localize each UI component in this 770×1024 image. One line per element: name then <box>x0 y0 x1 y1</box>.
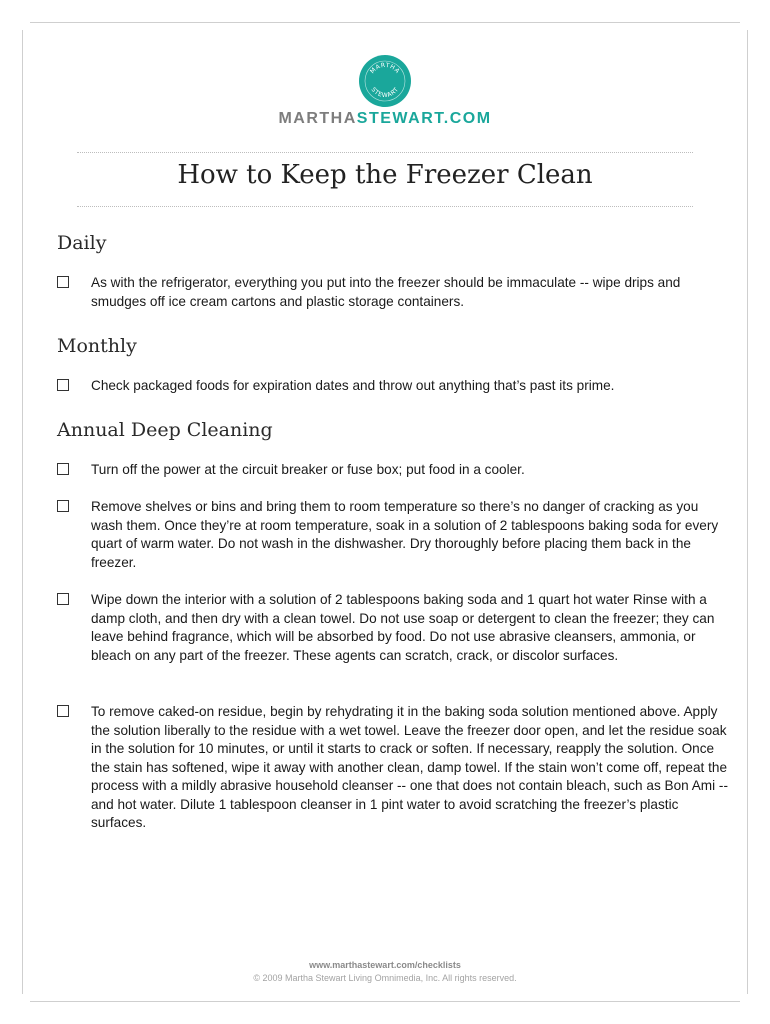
footer-copyright: © 2009 Martha Stewart Living Omnimedia, Inc. All rights reserved. <box>253 973 517 983</box>
section-heading-daily: Daily <box>57 232 107 254</box>
section-heading-annual-deep-cleaning: Annual Deep Cleaning <box>57 419 273 441</box>
brand-wordmark <box>0 110 770 128</box>
divider-top <box>77 152 693 153</box>
checkbox[interactable] <box>57 593 69 605</box>
brand-name-part1: MARTHA <box>278 110 357 127</box>
footer-url-link[interactable]: www.marthastewart.com/checklists <box>309 960 461 970</box>
border-corner <box>20 994 30 1004</box>
checkbox[interactable] <box>57 276 69 288</box>
section-heading-monthly: Monthly <box>57 335 137 357</box>
checkbox[interactable] <box>57 705 69 717</box>
border-corner <box>20 20 30 30</box>
checkbox[interactable] <box>57 500 69 512</box>
checklist-item-text: Remove shelves or bins and bring them to room temperature so there’s no danger of cracking as you wash them. Once they’re at room temperature, soak in a solution of 2 tablespoons baking soda for every quart of warm water. Do not wash in the dishwasher. Dry thoroughly before placing them back in the freezer. <box>91 499 719 570</box>
checklist-item-text: Check packaged foods for expiration dates and throw out anything that’s past its prime. <box>91 378 615 393</box>
checkbox[interactable] <box>57 463 69 475</box>
checkbox[interactable] <box>57 379 69 391</box>
border-corner <box>740 994 750 1004</box>
border-corner <box>740 20 750 30</box>
checklist-item-text: Wipe down the interior with a solution of 2 tablespoons baking soda and 1 quart hot water Rinse with a damp cloth, and then dry with a clean towel. Do not use soap or detergent to clean the freezer; they can leave behind fragrance, which will be absorbed by food. Do not use abrasive cleansers, ammonia, or bleach on any part of the freezer. These agents can scratch, crack, or discolor surfaces. <box>91 592 715 663</box>
checklist-item-text: As with the refrigerator, everything you put into the freezer should be immaculate -- wipe drips and smudges off ice cream cartons and plastic storage containers. <box>91 275 681 309</box>
checklist-item-text: To remove caked-on residue, begin by rehydrating it in the baking soda solution mentioned above. Apply the solution liberally to the residue with a wet towel. Leave the freezer door open, and let the residue soak in the solution for 10 minutes, or until it starts to crack or soften. If necessary, reapply the solution. Once the stain has softened, wipe it away with another clean, damp towel. If the stain won’t come off, repeat the process with a mildly abrasive household cleanser -- one that does not contain bleach, such as Bon Ami -- and hot water. Dilute 1 tablespoon cleanser in 1 pint water to avoid scratching the freezer’s plastic surfaces. <box>91 704 728 830</box>
martha-stewart-seal-logo <box>359 55 411 107</box>
brand-name-part2: STEWART.COM <box>356 110 492 127</box>
svg-text:STEWART: STEWART <box>369 86 401 100</box>
page-title: How to Keep the Freezer Clean <box>177 160 593 190</box>
divider-bottom <box>77 206 693 207</box>
svg-text:MARTHA: MARTHA <box>368 61 402 76</box>
checklist-item-text: Turn off the power at the circuit breaker or fuse box; put food in a cooler. <box>91 462 525 477</box>
